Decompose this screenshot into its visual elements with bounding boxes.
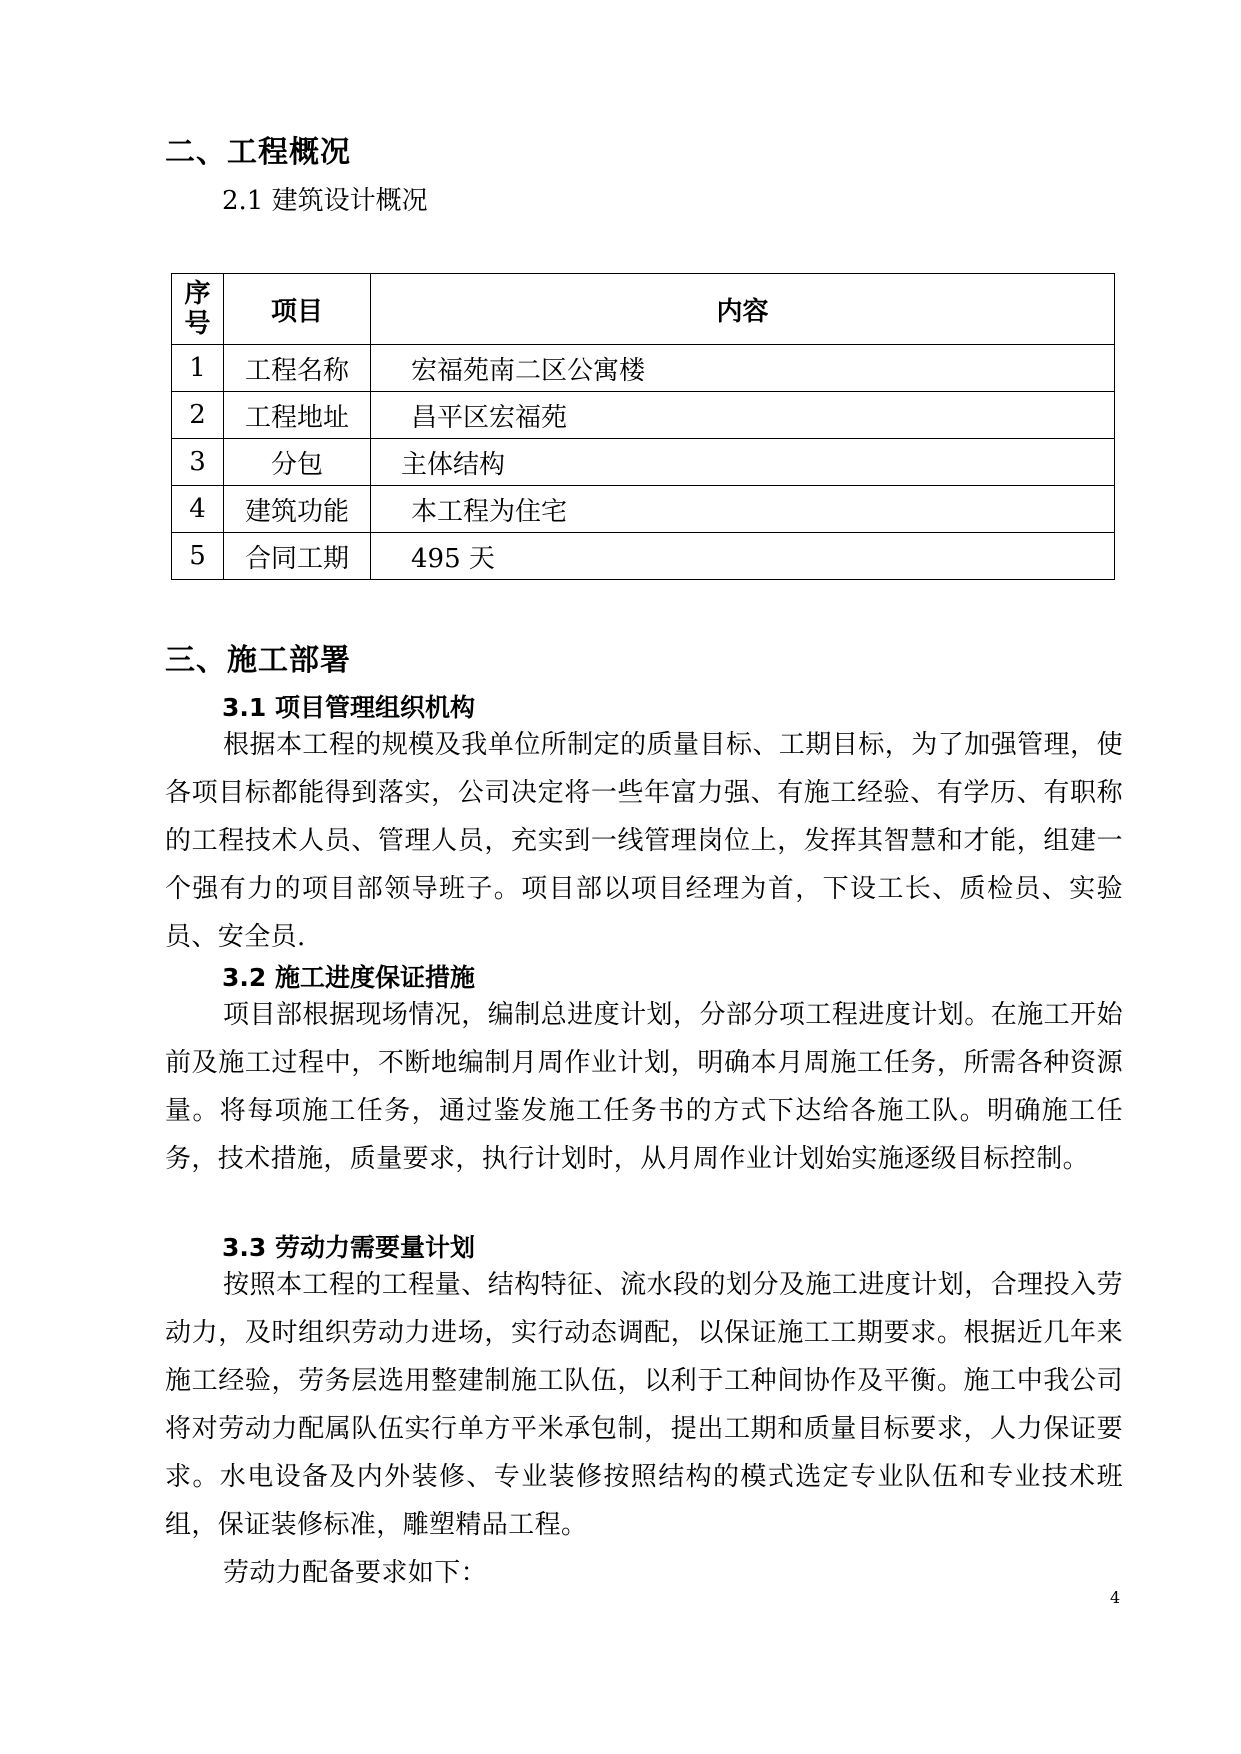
row-content: 495 天 (371, 533, 1115, 580)
row-content: 主体结构 (371, 439, 1115, 486)
row-content: 本工程为住宅 (371, 486, 1115, 533)
section-3-heading: 三、施工部署 (165, 643, 351, 678)
section-3-2-title: 3.2 施工进度保证措施 (222, 963, 475, 992)
section-3-1-body: 根据本工程的规模及我单位所制定的质量目标、工期目标，为了加强管理，使各项目标都能得到落实，公司决定将一些年富力强、有施工经验、有学历、有职称的工程技术人员、管理人员，充实到一线管理岗位上，发挥其智慧和才能，组建一个强有力的项目部领导班子。项目部以项目经理为首，下设工长、质检员、实验员、安全员. (165, 730, 1123, 952)
section-3-1-title: 3.1 项目管理组织机构 (222, 693, 475, 722)
header-no-label: 序号 (184, 279, 211, 339)
header-item: 项目 (224, 274, 371, 345)
row-item: 工程名称 (224, 345, 371, 392)
row-no: 4 (172, 486, 224, 533)
row-item: 工程地址 (224, 392, 371, 439)
header-content: 内容 (371, 274, 1115, 345)
table-row (172, 345, 1115, 392)
table-row (172, 439, 1115, 486)
row-no: 5 (172, 533, 224, 580)
table-row (172, 533, 1115, 580)
section-3-3-body: 按照本工程的工程量、结构特征、流水段的划分及施工进度计划，合理投入劳动力，及时组织劳动力进场，实行动态调配，以保证施工工期要求。根据近几年来施工经验，劳务层选用整建制施工队伍，以利于工种间协作及平衡。施工中我公司将对劳动力配属队伍实行单方平米承包制，提出工期和质量目标要求，人力保证要求。水电设备及内外装修、专业装修按照结构的模式选定专业队伍和专业技术班组，保证装修标准，雕塑精品工程。 (165, 1270, 1123, 1540)
section-2-1-heading: 2.1 建筑设计概况 (222, 186, 428, 216)
table-row (172, 486, 1115, 533)
row-item: 建筑功能 (224, 486, 371, 533)
row-item: 合同工期 (224, 533, 371, 580)
row-no: 2 (172, 392, 224, 439)
table-header-row (172, 274, 1115, 345)
row-no: 3 (172, 439, 224, 486)
table-row (172, 392, 1115, 439)
building-design-table (171, 273, 1115, 580)
row-content: 宏福苑南二区公寓楼 (371, 345, 1115, 392)
row-item: 分包 (224, 439, 371, 486)
row-content: 昌平区宏福苑 (371, 392, 1115, 439)
row-no: 1 (172, 345, 224, 392)
header-no (172, 274, 224, 345)
section-3-3-note: 劳动力配备要求如下： (223, 1558, 488, 1588)
section-3-3-title: 3.3 劳动力需要量计划 (222, 1233, 475, 1262)
page-number: 4 (1110, 1588, 1121, 1607)
section-2-heading: 二、工程概况 (165, 135, 351, 170)
section-3-2-body: 项目部根据现场情况，编制总进度计划，分部分项工程进度计划。在施工开始前及施工过程中，不断地编制月周作业计划，明确本月周施工任务，所需各种资源量。将每项施工任务，通过鉴发施工任务书的方式下达给各施工队。明确施工任务，技术措施，质量要求，执行计划时，从月周作业计划始实施逐级目标控制。 (165, 1000, 1123, 1174)
